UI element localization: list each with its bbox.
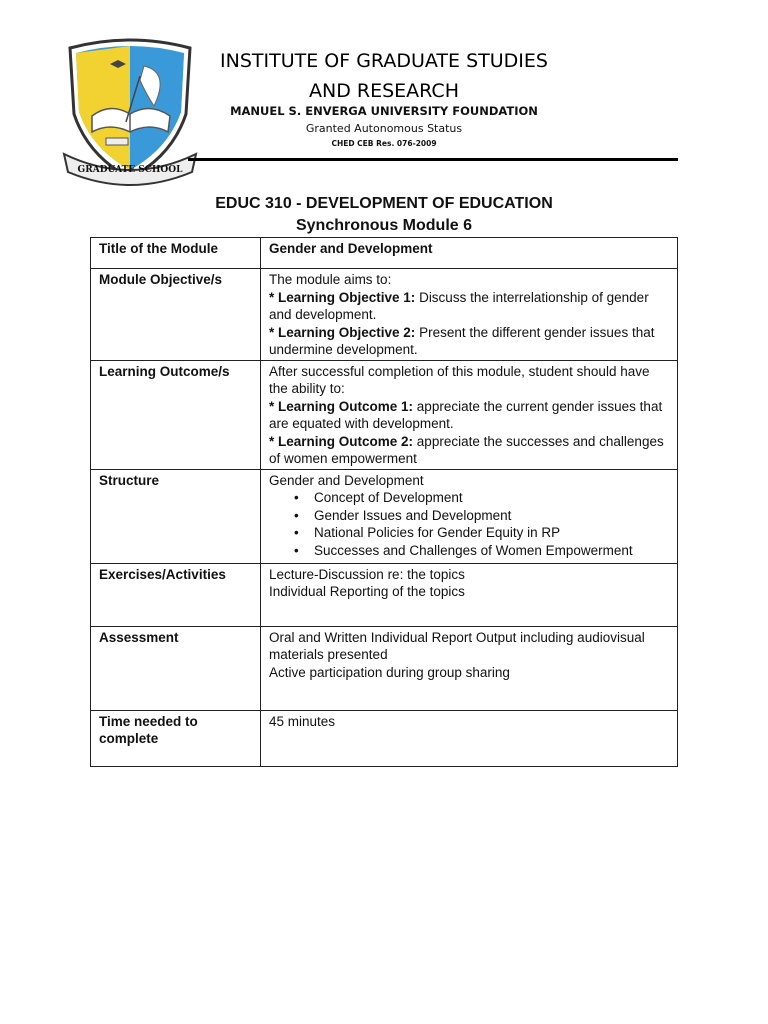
objective-2-label: * Learning Objective 2: (269, 324, 416, 340)
table-row-objectives (91, 269, 678, 361)
institute-title (200, 46, 568, 106)
objective-1-text: Discuss the interrelationship of gender and development. (269, 289, 649, 322)
assessment-value (261, 626, 678, 710)
assessment-line1: Oral and Written Individual Report Output including audiovisual materials presented (269, 629, 645, 662)
objective-intro: The module aims to: (269, 272, 392, 287)
exercises-line2: Individual Reporting of the topics (269, 584, 465, 599)
table-row-structure (91, 469, 678, 563)
table-row-exercises (91, 563, 678, 626)
objective-label: Module Objective/s (91, 269, 261, 361)
time-value: 45 minutes (261, 710, 678, 766)
outcome-label: Learning Outcome/s (91, 360, 261, 469)
list-item: • Successes and Challenges of Women Empowerment (314, 542, 669, 560)
autonomous-status: Granted Autonomous Status (305, 122, 463, 135)
course-title: EDUC 310 - DEVELOPMENT OF EDUCATION (215, 195, 553, 212)
ched-resolution: CHED CEB Res. 076-2009 (331, 139, 437, 148)
table-row-assessment (91, 626, 678, 710)
module-title: Synchronous Module 6 (295, 217, 472, 234)
exercises-value (261, 563, 678, 626)
outcome-2-label: * Learning Outcome 2: (269, 433, 414, 449)
title-label: Title of the Module (91, 238, 261, 269)
assessment-line2: Active participation during group sharing (269, 664, 510, 680)
list-item: • Gender Issues and Development (314, 507, 669, 525)
time-label: Time needed to complete (91, 710, 261, 766)
exercises-line1: Lecture-Discussion re: the topics (269, 566, 465, 582)
structure-list (269, 489, 669, 559)
outcome-1-text: appreciate the current gender issues that are equated with development. (269, 398, 663, 431)
assessment-label: Assessment (91, 626, 261, 710)
svg-text:GRADUATE SCHOOL: GRADUATE SCHOOL (77, 165, 183, 175)
structure-value (261, 469, 678, 563)
objective-2-text: Present the different gender issues that undermine development. (269, 324, 655, 357)
module-table (90, 237, 678, 767)
outcome-intro: After successful completion of this module, student should have the ability to: (269, 363, 650, 396)
list-item: • Concept of Development (314, 489, 669, 507)
document-header (0, 0, 768, 190)
outcome-2-text: appreciate the successes and challenges of women empowerment (269, 433, 664, 466)
structure-heading: Gender and Development (269, 472, 424, 488)
structure-label: Structure (91, 469, 261, 563)
header-divider (188, 158, 678, 161)
table-row-title (91, 238, 678, 269)
title-value: Gender and Development (261, 238, 678, 269)
graduate-school-seal-icon (60, 36, 200, 186)
objective-value (261, 269, 678, 361)
institute-title-line2: AND RESEARCH (309, 80, 459, 102)
table-row-time (91, 710, 678, 766)
foundation-name: MANUEL S. ENVERGA UNIVERSITY FOUNDATION (230, 104, 538, 118)
outcome-1-label: * Learning Outcome 1: (269, 398, 414, 414)
objective-1-label: * Learning Objective 1: (269, 289, 416, 305)
list-item: • National Policies for Gender Equity in RP (314, 524, 669, 542)
institute-title-line1: INSTITUTE OF GRADUATE STUDIES (220, 50, 548, 72)
outcome-value (261, 360, 678, 469)
exercises-label: Exercises/Activities (91, 563, 261, 626)
table-row-outcomes (91, 360, 678, 469)
